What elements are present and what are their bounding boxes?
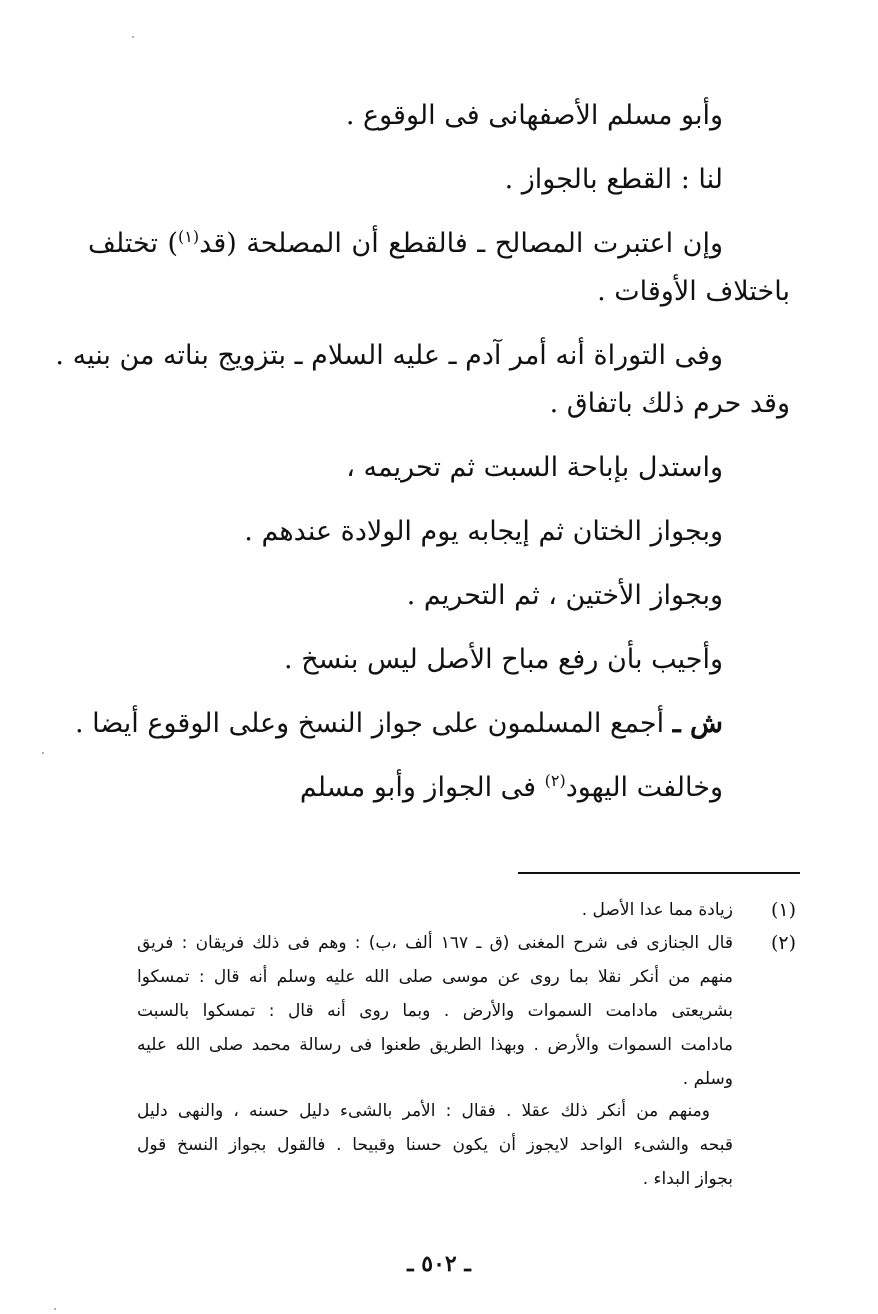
footnote-separator	[518, 872, 800, 874]
scan-speck	[42, 752, 44, 754]
body-line-2: لنا : القطع بالجواز .	[504, 164, 723, 195]
footnote-2-line-1: قال الجنازى فى شرح المغنى (ق ـ ١٦٧ ألف ،ب) : وهم فى ذلك فريقان : فريق	[137, 933, 733, 953]
body-line-5: وفى التوراة أنه أمر آدم ـ عليه السلام ـ بتزويج بناته من بنيه .	[55, 340, 723, 371]
body-line-6: وقد حرم ذلك باتفاق .	[549, 388, 790, 419]
footnote-ref-2: (٢)	[544, 771, 566, 790]
body-line-11-text: أجمع المسلمون على جواز النسخ وعلى الوقوع أيضا .	[74, 708, 673, 739]
body-line-12-part-b: فى الجواز وأبو مسلم	[299, 772, 545, 803]
footnote-number-1: (١)	[770, 899, 796, 921]
footnote-2-line-8: بجواز البداء .	[642, 1169, 733, 1189]
sharh-marker: ش ـ	[672, 708, 723, 739]
footnote-number-2: (٢)	[770, 932, 796, 954]
body-line-3-part-b: ) تختلف	[88, 228, 179, 259]
body-line-4: باختلاف الأوقات .	[597, 276, 790, 307]
footnote-1-text: زيادة مما عدا الأصل .	[581, 900, 733, 920]
body-line-1: وأبو مسلم الأصفهانى فى الوقوع .	[345, 100, 723, 131]
footnote-2-line-2: منهم من أنكر نقلا بما روى عن موسى صلى الله عليه وسلم أنه قال : تمسكوا	[137, 967, 733, 987]
scan-speck	[54, 1308, 56, 1310]
body-line-9: وبجواز الأختين ، ثم التحريم .	[406, 580, 723, 611]
page-number: ـ ٥٠٢ ـ	[407, 1251, 471, 1277]
body-line-3	[88, 224, 723, 264]
footnote-2-line-5: وسلم .	[682, 1069, 733, 1089]
body-line-11	[75, 704, 723, 744]
footnote-2-line-4: مادامت السموات والأرض . وبهذا الطريق طعنوا فى رسالة محمد صلى الله عليه	[137, 1035, 733, 1055]
body-line-12-part-a: وخالفت اليهود	[565, 772, 723, 803]
body-line-10: وأجيب بأن رفع مباح الأصل ليس بنسخ .	[284, 644, 723, 675]
body-line-8: وبجواز الختان ثم إيجابه يوم الولادة عندهم .	[244, 516, 723, 547]
footnote-2-line-6: ومنهم من أنكر ذلك عقلا . فقال : الأمر بالشىء دليل حسنه ، والنهى دليل	[137, 1101, 710, 1121]
footnote-ref-1: (١)	[178, 227, 200, 246]
body-line-7: واستدل بإباحة السبت ثم تحريمه ،	[346, 452, 723, 483]
body-line-12	[300, 768, 723, 808]
scan-speck	[132, 36, 134, 38]
footnote-2-line-7: قبحه والشىء الواحد لايجوز أن يكون حسنا وقبيحا . فالقول بجواز النسخ قول	[137, 1135, 733, 1155]
body-line-3-part-a: وإن اعتبرت المصالح ـ فالقطع أن المصلحة (قد	[199, 228, 723, 259]
footnote-2-line-3: بشريعتى مادامت السموات والأرض . وبما روى أنه قال : تمسكوا بالسبت	[137, 1001, 733, 1021]
